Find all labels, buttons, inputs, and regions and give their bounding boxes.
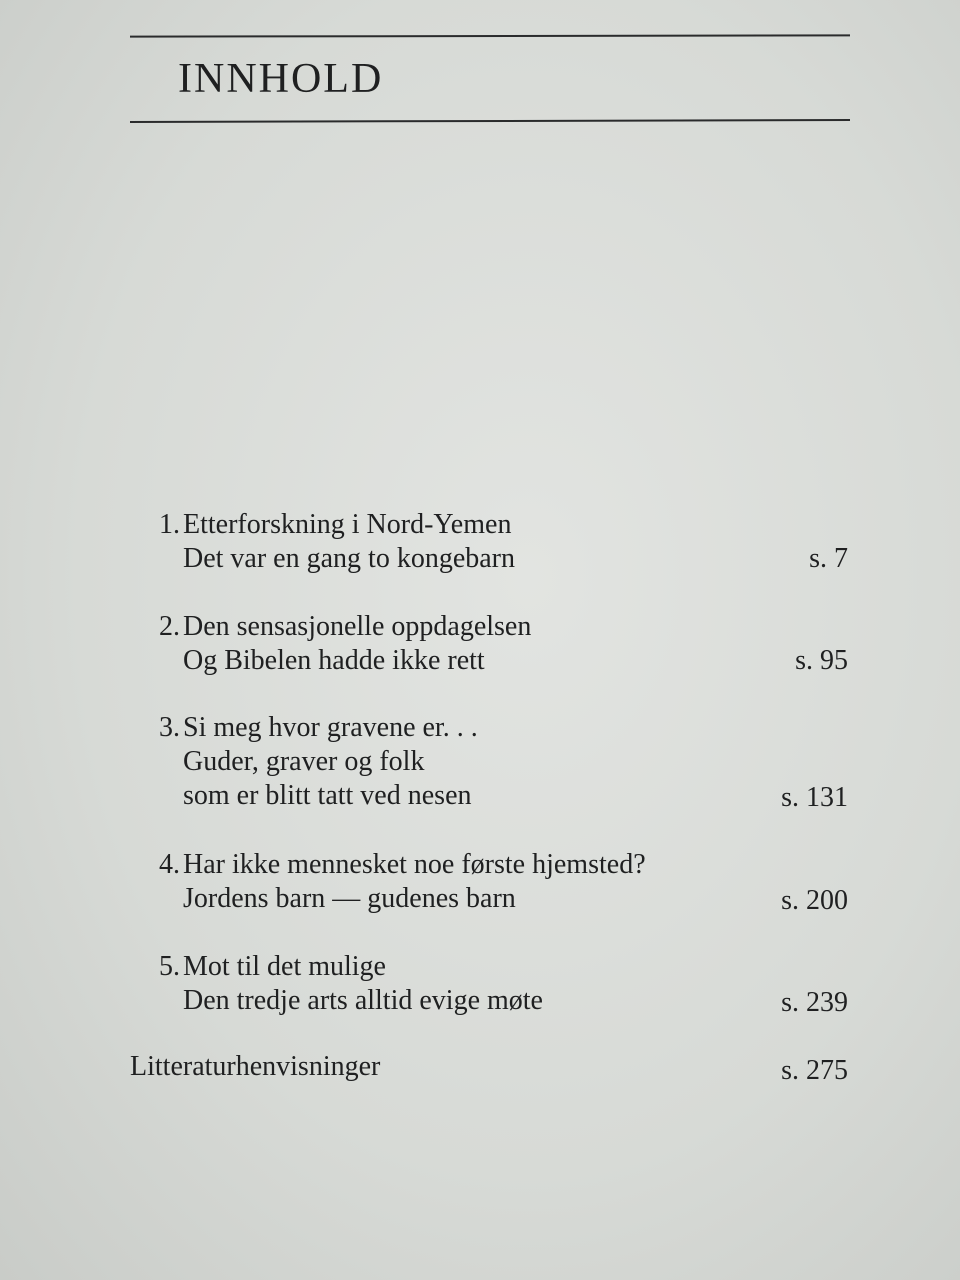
entry-title-line: Etterforskning i Nord-Yemen <box>183 509 512 540</box>
entry-title-line: Har ikke mennesket noe første hjemsted? <box>183 849 646 880</box>
entry-title <box>183 508 743 576</box>
entry-number: 4. <box>159 849 180 880</box>
entry-title <box>183 711 743 813</box>
entry-title <box>183 848 743 916</box>
references-page-number: s. 275 <box>781 1055 848 1086</box>
entry-title-line: Det var en gang to kongebarn <box>183 543 515 574</box>
references-entry <box>130 1050 850 1084</box>
entry-page-number: s. 200 <box>781 885 848 916</box>
entry-number: 5. <box>159 951 180 982</box>
entry-title-line: som er blitt tatt ved nesen <box>183 780 472 811</box>
entry-number: 3. <box>159 712 180 743</box>
entry-title <box>183 950 743 1018</box>
entry-title-line: Si meg hvor gravene er. . . <box>183 712 478 743</box>
entry-title-line: Og Bibelen hadde ikke rett <box>183 645 485 676</box>
references-label: Litteraturhenvisninger <box>130 1051 381 1082</box>
entry-title-line: Guder, graver og folk <box>183 746 425 777</box>
entry-number: 1. <box>159 509 180 540</box>
entry-page-number: s. 7 <box>809 543 848 574</box>
entry-page-number: s. 95 <box>795 645 848 676</box>
page-title: INNHOLD <box>178 56 384 102</box>
entry-number: 2. <box>159 611 180 642</box>
entry-page-number: s. 239 <box>781 987 848 1018</box>
entry-title <box>183 610 743 678</box>
entry-title-line: Den sensasjonelle oppdagelsen <box>183 611 532 642</box>
entry-page-number: s. 131 <box>781 782 848 813</box>
entry-title-line: Jordens barn — gudenes barn <box>183 883 516 914</box>
entry-title-line: Den tredje arts alltid evige møte <box>183 985 543 1016</box>
entry-title-line: Mot til det mulige <box>183 951 386 982</box>
